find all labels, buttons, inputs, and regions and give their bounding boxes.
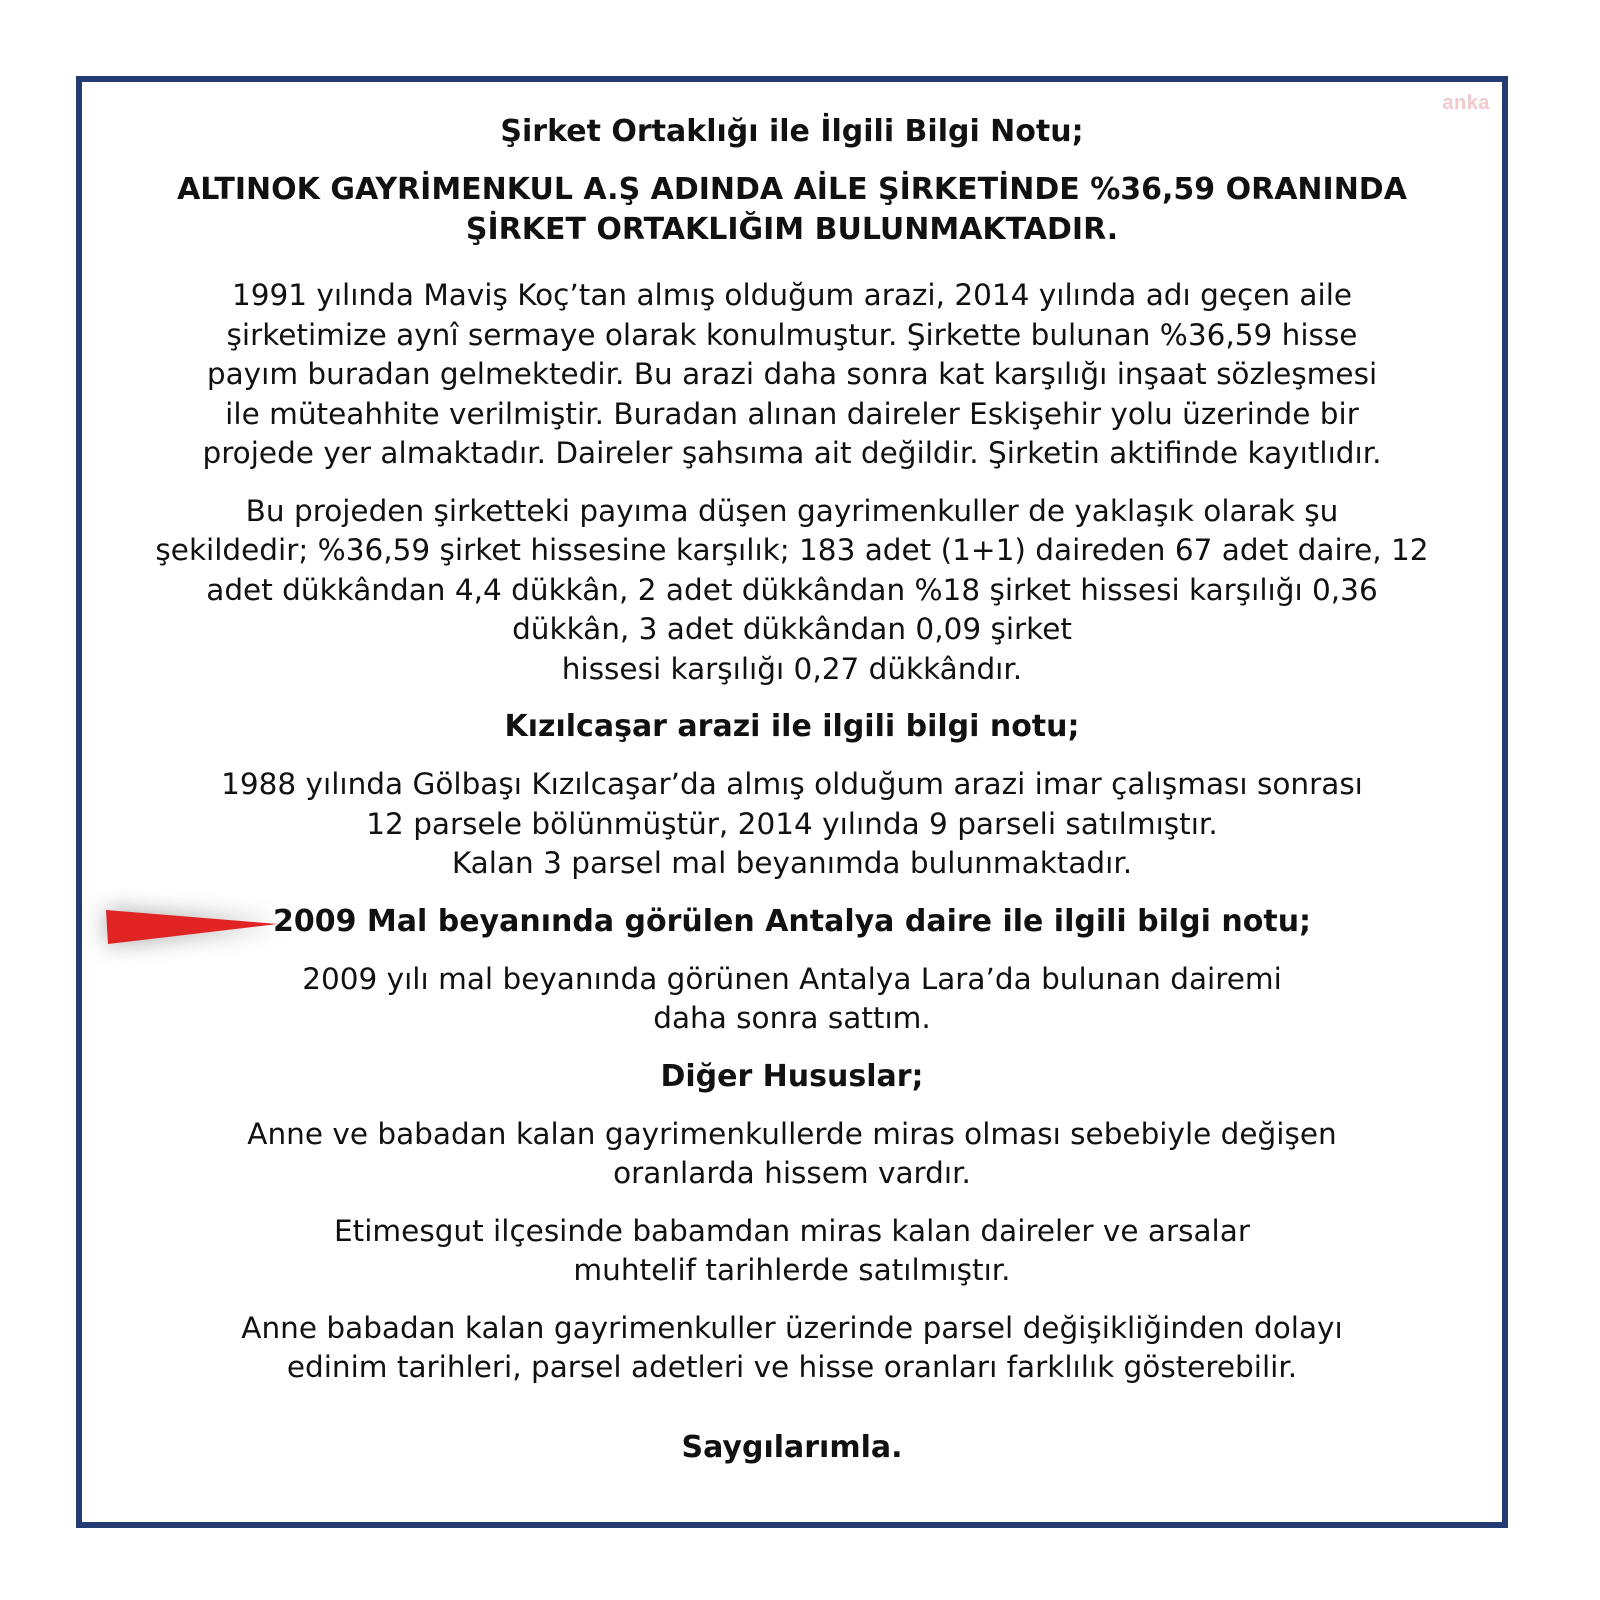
- paragraph-line: adet dükkândan 4,4 dükkân, 2 adet dükkândan %18 şirket hissesi karşılığı 0,36: [206, 572, 1378, 607]
- paragraph-line: dükkân, 3 adet dükkândan 0,09 şirket: [512, 612, 1072, 646]
- subtitle-line: ALTINOK GAYRİMENKUL A.Ş ADINDA AİLE ŞİRKETİNDE %36,59 ORANINDA: [177, 172, 1407, 207]
- section1-subtitle: [122, 170, 1462, 250]
- section1-title: Şirket Ortaklığı ile İlgili Bilgi Notu;: [500, 114, 1084, 149]
- red-arrow-pointer-icon: [102, 904, 282, 948]
- section4-paragraph-3: [122, 1309, 1462, 1388]
- section4-paragraph-1: [122, 1115, 1462, 1194]
- paragraph-line: Kalan 3 parsel mal beyanımda bulunmaktadır.: [451, 846, 1133, 880]
- paragraph-line: hissesi karşılığı 0,27 dükkândır.: [561, 651, 1023, 686]
- paragraph-line: payım buradan gelmektedir. Bu arazi daha sonra kat karşılığı inşaat sözleşmesi: [206, 357, 1378, 391]
- paragraph-line: şirketimize aynî sermaye olarak konulmuştur. Şirkette bulunan %36,59 hisse: [226, 317, 1358, 352]
- paragraph-line: Anne babadan kalan gayrimenkuller üzerinde parsel değişikliğinden dolayı: [241, 1310, 1343, 1345]
- section3-title-row: [122, 902, 1462, 942]
- paragraph-line: projede yer almaktadır. Daireler şahsıma ait değildir. Şirketin aktifinde kayıtlıdır.: [202, 436, 1382, 470]
- section3-paragraph: [122, 960, 1462, 1039]
- paragraph-line: Bu projeden şirketteki payıma düşen gayrimenkuller de yaklaşık olarak şu: [245, 493, 1339, 528]
- paragraph-line: muhtelif tarihlerde satılmıştır.: [573, 1253, 1011, 1287]
- section3-title: 2009 Mal beyanında görülen Antalya daire ile ilgili bilgi notu;: [272, 903, 1312, 939]
- paragraph-line: edinim tarihleri, parsel adetleri ve hisse oranları farklılık gösterebilir.: [286, 1350, 1298, 1384]
- section1-paragraph-1: [122, 276, 1462, 474]
- paragraph-line: 1991 yılında Maviş Koç’tan almış olduğum arazi, 2014 yılında adı geçen aile: [231, 278, 1353, 312]
- closing-signoff: Saygılarımla.: [681, 1429, 903, 1465]
- paragraph-line: şekildedir; %36,59 şirket hissesine karşılık; 183 adet (1+1) daireden 67 adet daire, 12: [155, 533, 1429, 567]
- document-body: [122, 112, 1462, 1468]
- subtitle-line: ŞİRKET ORTAKLIĞIM BULUNMAKTADIR.: [465, 212, 1119, 247]
- arrow-shape: [106, 910, 278, 944]
- paragraph-line: 2009 yılı mal beyanında görünen Antalya Lara’da bulunan dairemi: [302, 961, 1282, 996]
- section4-title: Diğer Hususlar;: [660, 1058, 924, 1094]
- paragraph-line: Anne ve babadan kalan gayrimenkullerde miras olması sebebiyle değişen: [247, 1116, 1337, 1151]
- paragraph-line: daha sonra sattım.: [653, 1001, 931, 1035]
- section2-title: Kızılcaşar arazi ile ilgili bilgi notu;: [504, 709, 1080, 744]
- paragraph-line: Etimesgut ilçesinde babamdan miras kalan daireler ve arsalar: [334, 1213, 1250, 1248]
- paragraph-line: 12 parsele bölünmüştür, 2014 yılında 9 parseli satılmıştır.: [366, 806, 1218, 841]
- watermark-logo: anka: [1442, 92, 1490, 114]
- section4-paragraph-2: [122, 1212, 1462, 1291]
- document-frame: [76, 76, 1508, 1528]
- paragraph-line: 1988 yılında Gölbaşı Kızılcaşar’da almış olduğum arazi imar çalışması sonrası: [221, 767, 1363, 801]
- paragraph-line: oranlarda hissem vardır.: [613, 1156, 971, 1190]
- section1-paragraph-2: [122, 492, 1462, 690]
- section2-paragraph: [122, 765, 1462, 884]
- paragraph-line: ile müteahhite verilmiştir. Buradan alınan daireler Eskişehir yolu üzerinde bir: [225, 396, 1359, 431]
